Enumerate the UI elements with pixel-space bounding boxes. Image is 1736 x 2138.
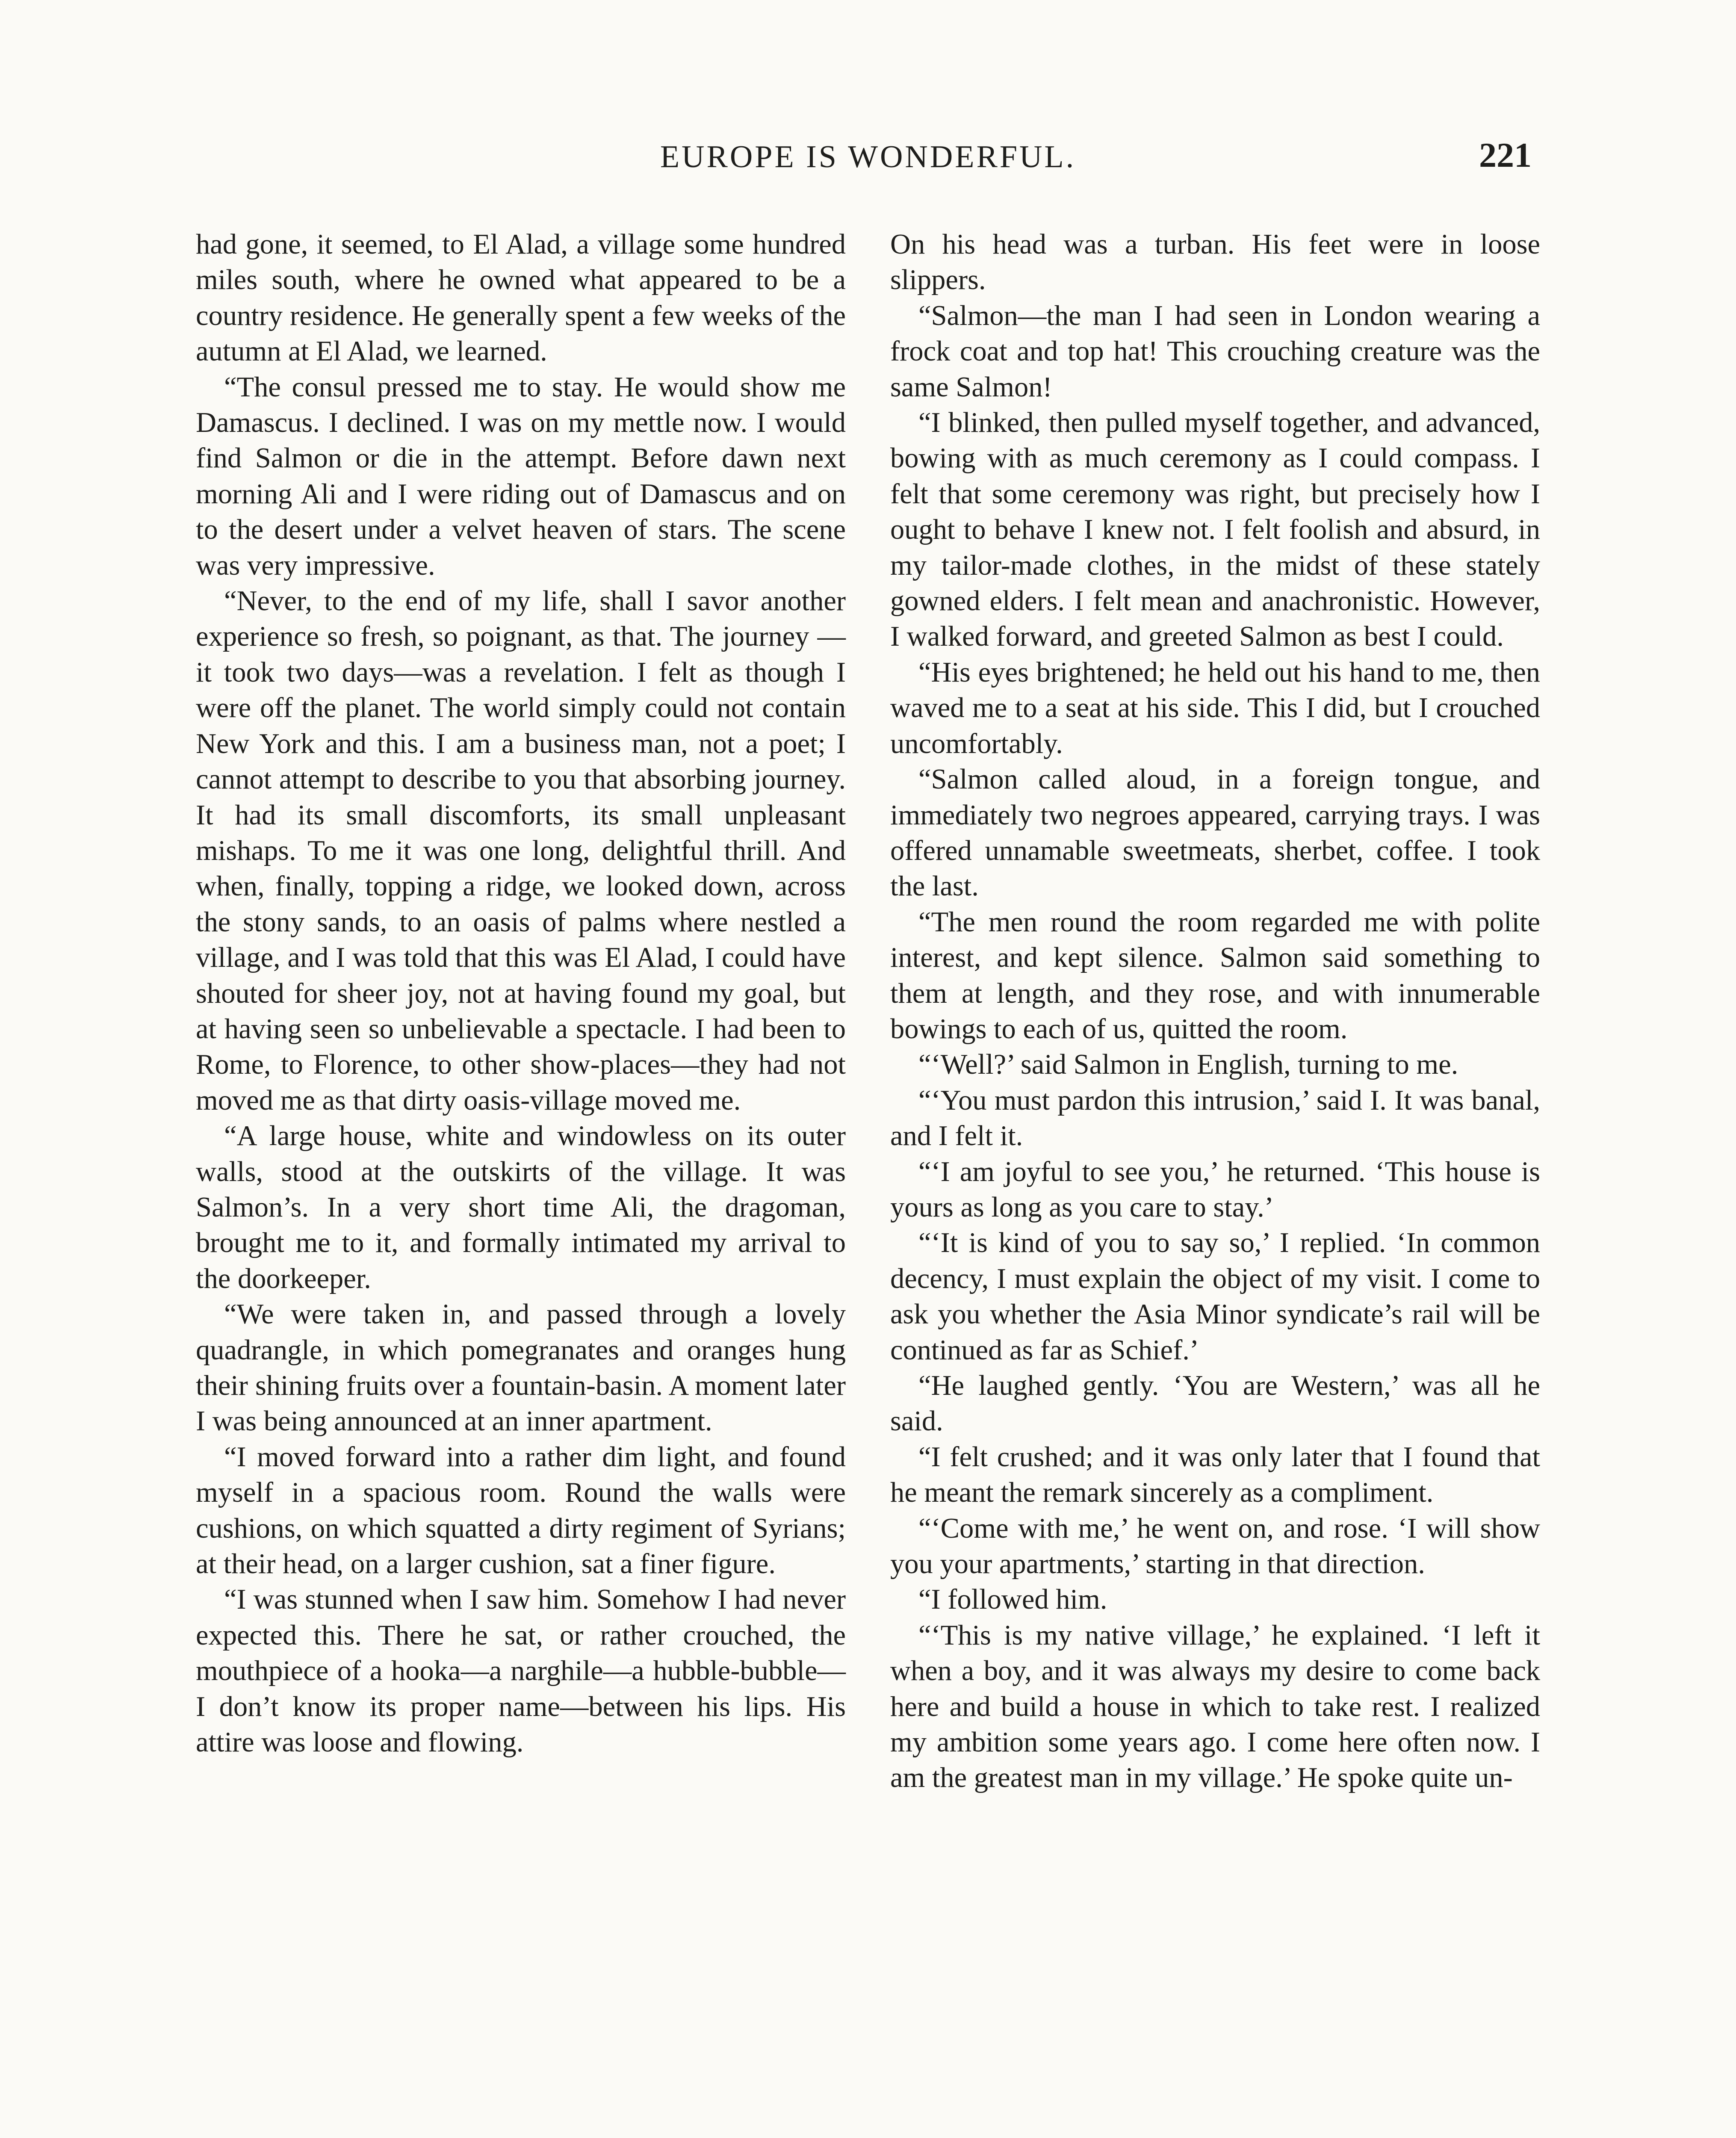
paragraph: had gone, it seemed, to El Alad, a village some hundred miles south, where he owned what appeared to be a country residence. He generally spent a few weeks of the autumn at El Alad, we learned. (196, 229, 846, 367)
paragraph: “‘You must pardon this intrusion,’ said I. It was banal, and I felt it. (890, 1084, 1540, 1152)
paragraph: “‘This is my native village,’ he explained. ‘I left it when a boy, and it was always my desire to come back here and build a house in which to take rest. I realized my ambition some years ago. I come here often now. I am the greatest man in my village.’ He spoke quite un- (890, 1619, 1540, 1794)
paragraph: On his head was a turban. His feet were in loose slippers. (890, 229, 1540, 296)
paragraph: “He laughed gently. ‘You are Western,’ was all he said. (890, 1370, 1540, 1437)
paragraph: “We were taken in, and passed through a lovely quadrangle, in which pomegranates and oranges hung their shining fruits over a fountain-basin. A moment later I was being announced at an inner apartment. (196, 1299, 846, 1437)
paragraph: “Salmon—the man I had seen in London wearing a frock coat and top hat! This crouching creature was the same Salmon! (890, 300, 1540, 403)
right-column (890, 227, 1540, 1796)
page-number: 221 (1479, 136, 1532, 174)
paragraph: “I felt crushed; and it was only later that I found that he meant the remark sincerely as a compliment. (890, 1441, 1540, 1509)
paragraph: “‘Come with me,’ he went on, and rose. ‘I will show you your apartments,’ starting in that direction. (890, 1512, 1540, 1580)
left-column (196, 227, 846, 1760)
paragraph: “Never, to the end of my life, shall I savor another experience so fresh, so poignant, as that. The journey — it took two days—was a revelation. I felt as though I were off the planet. The world simply could not contain New York and this. I am a business man, not a poet; I cannot attempt to describe to you that absorbing journey. It had its small discomforts, its small unpleasant mishaps. To me it was one long, delightful thrill. And when, finally, topping a ridge, we looked down, across the stony sands, to an oasis of palms where nestled a village, and I was told that this was El Alad, I could have shouted for sheer joy, not at having found my goal, but at having seen so unbelievable a spectacle. I had been to Rome, to Florence, to other show-places—they had not moved me as that dirty oasis-village moved me. (196, 585, 846, 1116)
paragraph: “Salmon called aloud, in a foreign tongue, and immediately two negroes appeared, carrying trays. I was offered unnamable sweetmeats, sherbet, coffee. I took the last. (890, 764, 1540, 902)
paragraph: “‘It is kind of you to say so,’ I replied. ‘In common decency, I must explain the object of my visit. I come to ask you whether the Asia Minor syndicate’s rail will be continued as far as Schief.’ (890, 1227, 1540, 1366)
paragraph: “I moved forward into a rather dim light, and found myself in a spacious room. Round the walls were cushions, on which squatted a dirty regiment of Syrians; at their head, on a larger cushion, sat a finer figure. (196, 1441, 846, 1580)
paragraph: “His eyes brightened; he held out his hand to me, then waved me to a seat at his side. This I did, but I crouched uncomfortably. (890, 656, 1540, 759)
running-title: EUROPE IS WONDERFUL. (660, 139, 1076, 174)
paragraph: “A large house, white and windowless on its outer walls, stood at the outskirts of the village. It was Salmon’s. In a very short time Ali, the dragoman, brought me to it, and formally intimated my arrival to the doorkeeper. (196, 1120, 846, 1294)
paragraph: “The consul pressed me to stay. He would show me Damascus. I declined. I was on my mettle now. I would find Salmon or die in the attempt. Before dawn next morning Ali and I were riding out of Damascus and on to the desert under a velvet heaven of stars. The scene was very impressive. (196, 371, 846, 581)
paragraph: “I was stunned when I saw him. Somehow I had never expected this. There he sat, or rather crouched, the mouthpiece of a hooka—a narghile—a hubble-bubble—I don’t know its proper name—between his lips. His attire was loose and flowing. (196, 1584, 846, 1758)
paragraph: “‘I am joyful to see you,’ he returned. ‘This house is yours as long as you care to stay.’ (890, 1156, 1540, 1223)
paragraph: “‘Well?’ said Salmon in English, turning to me. (918, 1049, 1458, 1081)
paragraph: “I followed him. (918, 1584, 1107, 1615)
paragraph: “The men round the room regarded me with polite interest, and kept silence. Salmon said something to them at length, and they rose, and with innumerable bowings to each of us, quitted the room. (890, 906, 1540, 1045)
paragraph: “I blinked, then pulled myself together, and advanced, bowing with as much ceremony as I could compass. I felt that some ceremony was right, but precisely how I ought to behave I knew not. I felt foolish and absurd, in my tailor-made clothes, in the midst of these stately gowned elders. I felt mean and anachronistic. However, I walked forward, and greeted Salmon as best I could. (890, 407, 1540, 653)
